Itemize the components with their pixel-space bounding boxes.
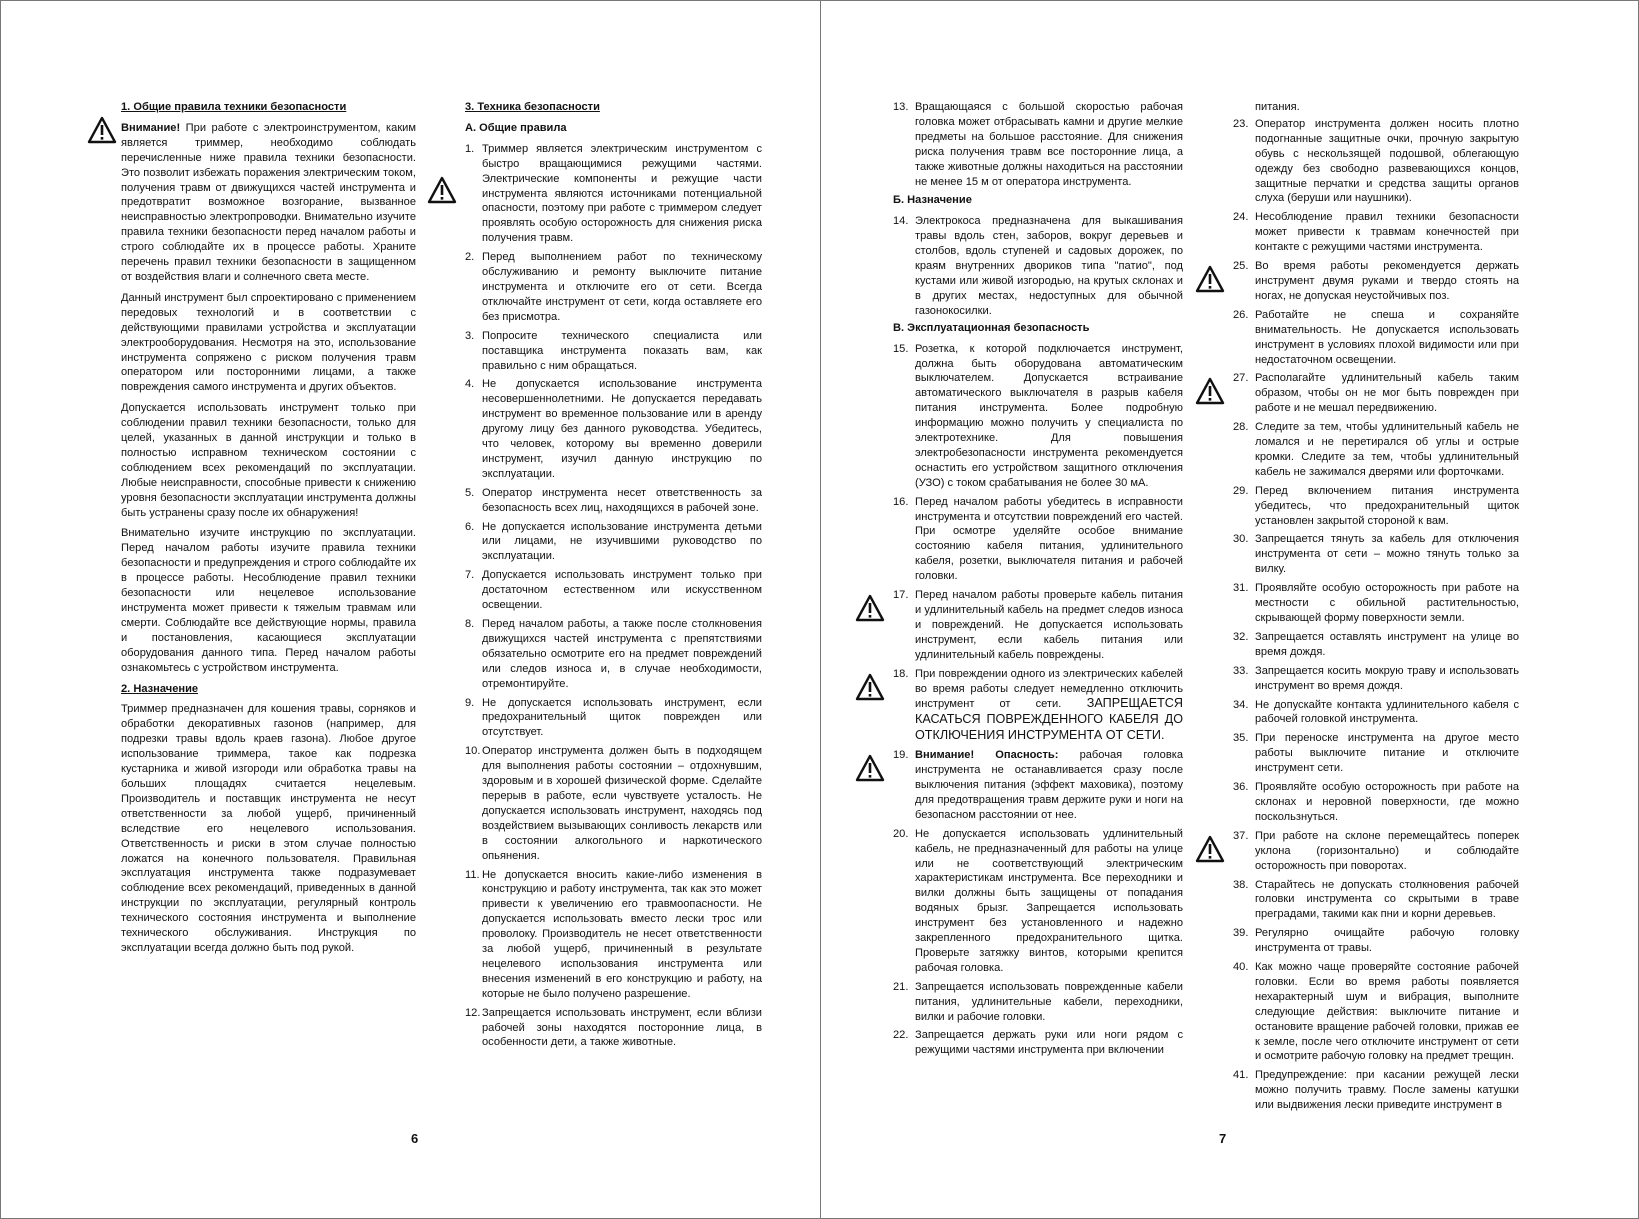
item-number: 8. xyxy=(465,618,475,630)
item-number: 34. xyxy=(1233,698,1249,711)
item-number: 26. xyxy=(1233,308,1249,321)
item-text: Запрещается держать руки или ноги рядом с режущими частями инструмента при включении xyxy=(915,1029,1183,1057)
list-item xyxy=(893,588,1183,663)
column-4 xyxy=(1233,100,1519,1117)
item-text: Перед выполнением работ по техническому обслуживанию и ремонту выключите питание инструмента и отключите его от сети. Всегда отключайте инструмент от сети, когда оставляете его без присмотра. xyxy=(482,251,762,323)
danger-lead: Внимание! Опасность: xyxy=(915,749,1059,762)
item-number: 9. xyxy=(465,696,475,709)
item-number: 4. xyxy=(465,378,475,391)
warning-triangle-icon xyxy=(1195,265,1225,293)
page-7 xyxy=(821,1,1638,1218)
item-number: 15. xyxy=(893,342,909,355)
list-item xyxy=(1233,484,1519,529)
item-text: Попросите технического специалиста или поставщика инструмента показать вам, как правильно с ним обращаться. xyxy=(482,329,762,372)
list-item xyxy=(1233,1068,1519,1113)
item-number: 41. xyxy=(1233,1069,1249,1082)
item-text-caps: ЗАПРЕЩАЕТСЯ КАСАТЬСЯ ПОВРЕЖДЕННОГО КАБЕЛЯ ДО ОТКЛЮЧЕНИЯ ИНСТРУМЕНТА ОТ СЕТИ. xyxy=(915,696,1183,743)
item-text: Не допускается вносить какие-либо изменения в конструкцию и работу инструмента, так как это может привести к увеличению его травмоопасности. Не допускается использовать вместо лески трос или проволоку. Производитель не несет ответственности за любой ущерб, причиненный в результате нецелевого использования инструмента или внесения изменений в его конструкцию и работу, на которые не было получено разрешение. xyxy=(482,868,762,1000)
section-2-title: 2. Назначение xyxy=(121,682,199,695)
item-number: 31. xyxy=(1233,582,1249,595)
item-number: 11. xyxy=(465,868,480,881)
item-text: Допускается использовать инструмент только при достаточном естественном или искусственном освещении. xyxy=(482,569,762,612)
item-number: 10. xyxy=(465,745,481,758)
item-text: Проявляйте особую осторожность при работе на склонах и неровной поверхности, где можно поскользнуться. xyxy=(1255,781,1519,823)
page-6 xyxy=(1,1,820,1218)
list-item xyxy=(465,696,762,741)
item-number: 12. xyxy=(465,1006,481,1019)
item-number: 35. xyxy=(1233,732,1249,745)
list-item xyxy=(893,827,1183,976)
item-number: 24. xyxy=(1233,211,1249,224)
paragraph-purpose: Триммер предназначен для кошения травы, сорняков и обработки декоративных газонов (например, для подрезки травы вдоль краев газона). Любое другое использование триммера, такое как подрезка кустарника и живой изгороди или обработка травы на больших площадях считается нецелевым. Производитель и поставщик инструмента не несут ответственности за любой ущерб, причиненный вследствие его нецелевого использования. Ответственность и риски в этом случае полностью ложатся на конечного пользователя. Правильная эксплуатация инструмента также подразумевает соблюдение всех рекомендаций, приведенных в данной инструкции по эксплуатации, регулярный контроль технического состояния инструмента и выполнение технического обслуживания. Инструкция по эксплуатации всегда должно быть под рукой. xyxy=(121,703,416,954)
list-item xyxy=(465,868,762,1002)
list-item xyxy=(1233,532,1519,577)
item-text: Не допускается использовать инструмент, если предохранительный щиток поврежден или отсутствует. xyxy=(482,696,762,739)
list-item xyxy=(465,329,762,374)
list-item xyxy=(1233,926,1519,956)
item-text: Не допускается использование инструмента детьми или лицами, не изучившими руководство по эксплуатации. xyxy=(482,520,762,563)
warning-triangle-icon xyxy=(855,754,885,782)
list-item xyxy=(465,142,762,246)
item-number: 25. xyxy=(1233,260,1249,273)
list-item xyxy=(1233,371,1519,416)
item-text: Перед началом работы убедитесь в исправности инструмента и отсутствии повреждений его частей. При осмотре уделяйте особое внимание состоянию кабеля питания, удлинительного кабеля, розетки, выключателя питания и рабочей головки. xyxy=(915,495,1183,583)
warning-triangle-icon xyxy=(1195,377,1225,405)
section-3-title: 3. Техника безопасности xyxy=(465,101,600,113)
item-text: Оператор инструмента должен быть в подходящем для выполнения работы состоянии – отдохнувшим, здоровым и в хорошей физической форме. Сделайте перерыв в работе, если чувствуете усталость. Не допускается использовать инструмент, находясь под воздействием вызывающих сонливость лекарств или в состоянии алкогольного и наркотического опьянения. xyxy=(482,745,762,862)
paragraph-permitted-use: Допускается использовать инструмент только при соблюдении правил техники безопасности, только для целей, указанных в данной инструкции и только в полностью исправном техническом состоянии с соблюдением всех рекомендаций по эксплуатации. Любые неисправности, способные привести к снижению уровня безопасности эксплуатации инструмента должны быть устранены сразу после их обнаружения! xyxy=(121,402,416,519)
warning-triangle-icon xyxy=(427,176,457,204)
item-number: 22. xyxy=(893,1029,909,1042)
section-1-title: 1. Общие правила техники безопасности xyxy=(121,101,347,113)
item-text: Работайте не спеша и сохраняйте внимательность. Не допускается использовать инструмент в условиях плохой видимости или при недостаточном освещении. xyxy=(1255,308,1519,366)
column-2 xyxy=(465,100,762,1054)
item-text xyxy=(915,748,1183,823)
item-text: Запрещается оставлять инструмент на улице во время дождя. xyxy=(1255,630,1519,658)
subsection-c-title: В. Эксплуатационная безопасность xyxy=(893,321,1090,334)
item-text: Предупреждение: при касании режущей лески можно получить травму. После замены катушки или выдвижения лески приведите инструмент в xyxy=(1255,1069,1519,1112)
warning-triangle-icon xyxy=(855,594,885,622)
item-number: 32. xyxy=(1233,630,1249,643)
item-number: 17. xyxy=(893,589,909,602)
item-number: 20. xyxy=(893,827,909,840)
list-item xyxy=(893,495,1183,584)
item-text: Электрокоса предназначена для выкашивания травы вдоль стен, заборов, вокруг деревьев и столбов, вдоль ступеней и садовых дорожек, по краям внутренних двориков типа "патио", под кустами или живой изгородью, на крутых склонах и в других местах, недоступных для обычной газонокосилки. xyxy=(915,215,1183,317)
list-item xyxy=(465,377,762,481)
list-item xyxy=(893,667,1183,745)
subsection-b-title: Б. Назначение xyxy=(893,194,972,207)
item-number: 5. xyxy=(465,486,475,499)
item-number: 39. xyxy=(1233,927,1249,940)
item-text: Не допускается использовать удлинительный кабель, не предназначенный для работы на улице или не соответствующий электрическим характеристикам инструмента. Все переходники и вилки должны быть защищены от попадания водяных брызг. Запрещается использовать инструмент без установленного и надежно закрепленного предохранительного щитка. Проверьте затяжку винтов, которыми крепится рабочая головка. xyxy=(915,827,1183,974)
item-text-normal: При повреждении одного из электрических кабелей во время работы следует немедленно отключить инструмент от сети. xyxy=(915,667,1183,711)
list-item xyxy=(465,617,762,692)
item-number: 7. xyxy=(465,569,475,582)
item-text: Запрещается косить мокрую траву и использовать инструмент во время дождя. xyxy=(1255,664,1519,692)
item-number: 3. xyxy=(465,329,475,342)
list-item xyxy=(893,214,1183,318)
warning-triangle-icon xyxy=(855,673,885,701)
list-item xyxy=(1233,960,1519,1064)
list-item xyxy=(465,520,762,565)
list-item xyxy=(1233,664,1519,694)
item-number: 21. xyxy=(893,980,909,993)
list-item xyxy=(1233,698,1519,728)
item-text: Перед началом работы проверьте кабель питания и удлинительный кабель на предмет следов износа и повреждений. Не допускается использовать инструмент, если кабель питания или удлинительный кабель повреждены. xyxy=(915,589,1183,661)
item-text: Следите за тем, чтобы удлинительный кабель не ломался и не перетирался об углы и острые кромки. Следите за тем, чтобы удлинительный кабель не зажимался дверями или форточками. xyxy=(1255,421,1519,478)
item-text: Не допускайте контакта удлинительного кабеля с рабочей головкой инструмента. xyxy=(1255,698,1519,726)
item-number: 38. xyxy=(1233,878,1249,891)
item-number: 13. xyxy=(893,101,909,113)
warning-triangle-icon xyxy=(1195,835,1225,863)
list-item xyxy=(465,250,762,325)
list-item xyxy=(1233,259,1519,304)
column-3 xyxy=(893,100,1183,1062)
item-text: Запрещается тянуть за кабель для отключения инструмента от сети – можно тянуть только за вилку. xyxy=(1255,533,1519,576)
item-text: Несоблюдение правил техники безопасности может привести к травмам конечностей при контакте с режущими частями инструмента. xyxy=(1255,211,1519,254)
list-item xyxy=(1233,420,1519,480)
list-item xyxy=(893,980,1183,1025)
item-number: 27. xyxy=(1233,372,1249,385)
page-number: 6 xyxy=(411,1131,419,1146)
page-number: 7 xyxy=(1219,1131,1227,1146)
list-item xyxy=(465,1006,762,1051)
item-text: Запрещается использовать поврежденные кабели питания, удлинительные кабели, переходники, вилки и рабочие головки. xyxy=(915,980,1183,1023)
item-text: Старайтесь не допускать столкновения рабочей головки инструмента со скрытыми в траве преградами, такими как пни и корни деревьев. xyxy=(1255,878,1519,921)
item-text: Триммер является электрическим инструментом с быстро вращающимися режущими частями. Электрические компоненты и режущие части инструмента являются источниками потенциальной опасности, поэтому при работе с триммером следует проявлять особую осторожность для снижения риска получения травм. xyxy=(482,142,762,245)
subsection-a-title: А. Общие правила xyxy=(465,121,567,134)
item-text: Розетка, к которой подключается инструмент, должна быть оборудована автоматическим выключателем. Допускается встраивание автоматического выключателя в разрыв кабеля питания инструмента. Более подробную информацию можно получить у специалиста по электротехнике. Для повышения электробезопасности инструмента рекомендуется оснастить его устройством защитного отключения (УЗО) с током срабатывания не более 30 мА. xyxy=(915,342,1183,489)
list-item xyxy=(465,568,762,613)
item-number: 19. xyxy=(893,749,909,762)
list-item xyxy=(1233,308,1519,368)
list-item xyxy=(893,342,1183,491)
list-item xyxy=(1233,581,1519,626)
item-text: Регулярно очищайте рабочую головку инструмента от травы. xyxy=(1255,927,1519,955)
warning-lead: Внимание! xyxy=(121,121,181,134)
list-item xyxy=(893,748,1183,823)
item-number: 16. xyxy=(893,495,909,508)
item-number: 36. xyxy=(1233,781,1249,794)
item-text: Вращающаяся с большой скоростью рабочая головка может отбрасывать камни и другие мелкие предметы на большое расстояние. Для снижения риска получения травм все посторонние лица, а также животные должны находиться на расстоянии не менее 15 м от оператора инструмента. xyxy=(915,101,1183,188)
item-text: При работе на склоне перемещайтесь поперек уклона (горизонтально) и соблюдайте осторожность при поворотах. xyxy=(1255,829,1519,872)
item-number: 6. xyxy=(465,520,475,533)
item-number: 1. xyxy=(465,142,475,155)
item-text: Перед началом работы, а также после столкновения движущихся частей инструмента с препятствиями обязательно осмотрите его на предмет повреждений или следов износа и, в случае необходимости, отремонтируйте. xyxy=(482,618,762,690)
list-item xyxy=(465,744,762,863)
item-text: Запрещается использовать инструмент, если вблизи рабочей зоны находятся посторонние лица, в особенности дети, а также животные. xyxy=(482,1006,762,1049)
item-number: 37. xyxy=(1233,829,1249,842)
paragraph-read-instructions: Внимательно изучите инструкцию по эксплуатации. Перед началом работы изучите правила техники безопасности и предупреждения и строго соблюдайте их в процессе работы. Несоблюдение правил техники безопасности или нецелевое использование инструмента может привести к тяжелым травмам или смерти. Соблюдайте все действующие нормы, правила и постановления, касающиеся эксплуатации оборудования данного типа. Перед началом работы ознакомьтесь с устройством инструмента. xyxy=(121,527,416,674)
item-text-body: рабочая головка инструмента не останавливается сразу после выключения питания (эффект маховика), поэтому для предотвращения травм держите руки и ноги на безопасном расстоянии от нее. xyxy=(915,749,1183,821)
items-list-left xyxy=(465,142,762,1051)
item-number: 29. xyxy=(1233,484,1249,497)
list-item xyxy=(893,100,1183,189)
paragraph-design: Данный инструмент был спроектировано с применением передовых технологий и в соответствии с действующими правилами устройства и эксплуатации электрооборудования. Несмотря на это, использование инструмента сопряжено с риском получения травм оператором или посторонними лицами, а также повреждения самого инструмента и других объектов. xyxy=(121,291,416,394)
item-text: Оператор инструмента несет ответственность за безопасность всех лиц, находящихся в рабочей зоне. xyxy=(482,486,762,514)
list-item xyxy=(1233,117,1519,206)
list-item xyxy=(1233,780,1519,825)
continued-text: питания. xyxy=(1255,101,1300,113)
column-1 xyxy=(121,100,416,962)
item-number: 2. xyxy=(465,251,475,264)
item-number: 23. xyxy=(1233,117,1249,130)
list-item xyxy=(1233,829,1519,874)
item-text: Проявляйте особую осторожность при работе на местности с обильной растительностью, скрывающей форму поверхности земли. xyxy=(1255,582,1519,624)
item-text: Во время работы рекомендуется держать инструмент двумя руками и твердо стоять на ногах, не допуская неустойчивых поз. xyxy=(1255,260,1519,302)
paragraph-warning xyxy=(121,121,416,285)
item-text: Оператор инструмента должен носить плотно подогнанные защитные очки, прочную закрытую обувь с нескользящей подошвой, облегающую одежду без свободно развевающихся концов, защитные перчатки и средства защиты органов слуха (беруши или наушники). xyxy=(1255,117,1519,205)
list-item xyxy=(1233,630,1519,660)
list-item xyxy=(893,1028,1183,1058)
item-number: 33. xyxy=(1233,664,1249,677)
item-number: 40. xyxy=(1233,961,1249,974)
list-item xyxy=(1233,731,1519,776)
list-item xyxy=(1233,878,1519,923)
item-text: Не допускается использование инструмента несовершеннолетними. Не допускается передавать инструмент во временное пользование или в аренду другому лицу без данного руководства. Убедитесь, что человек, которому вы временно доверили инструмент, изучил данную инструкцию по эксплуатации. xyxy=(482,378,762,480)
item-text xyxy=(915,667,1183,745)
item-text: При переноске инструмента на другое место работы выключите питание и отключите инструмент сети. xyxy=(1255,732,1519,775)
warning-triangle-icon xyxy=(87,116,117,144)
general-safety-section xyxy=(121,100,416,285)
list-item xyxy=(1233,210,1519,255)
item-text: Как можно чаще проверяйте состояние рабочей головки. Если во время работы появляется нехарактерный шум и вибрация, выполните следующие действия: выключите питание и остановите вращение рабочей головки, прижав ее к земле, после чего отключите инструмент от сети и осмотрите рабочую головку на предмет трещин. xyxy=(1255,961,1519,1063)
item-number: 30. xyxy=(1233,533,1249,546)
item-text: Перед включением питания инструмента убедитесь, что предохранительный щиток установлен закрытой стороной к вам. xyxy=(1255,484,1519,527)
item-number: 28. xyxy=(1233,421,1249,434)
item-number: 14. xyxy=(893,215,909,228)
item-number: 18. xyxy=(893,667,909,680)
item-text: Располагайте удлинительный кабель таким образом, чтобы он не мог быть поврежден при работе и не мешал передвижению. xyxy=(1255,372,1519,415)
warning-text: При работе с электроинструментом, каким является триммер, необходимо соблюдать перечисленные ниже правила техники безопасности. Это позволит избежать поражения электрическим током, получения травм от движущихся частей инструмента и предотвратит возможное возгорание, вызванное неисправностью электропроводки. Внимательно изучите правила техники безопасности перед началом работы и строго соблюдайте их в процессе работы. Храните перечень правил техники безопасности в защищенном от воздействия влаги и солнечного света месте. xyxy=(121,121,416,283)
list-item xyxy=(465,486,762,516)
